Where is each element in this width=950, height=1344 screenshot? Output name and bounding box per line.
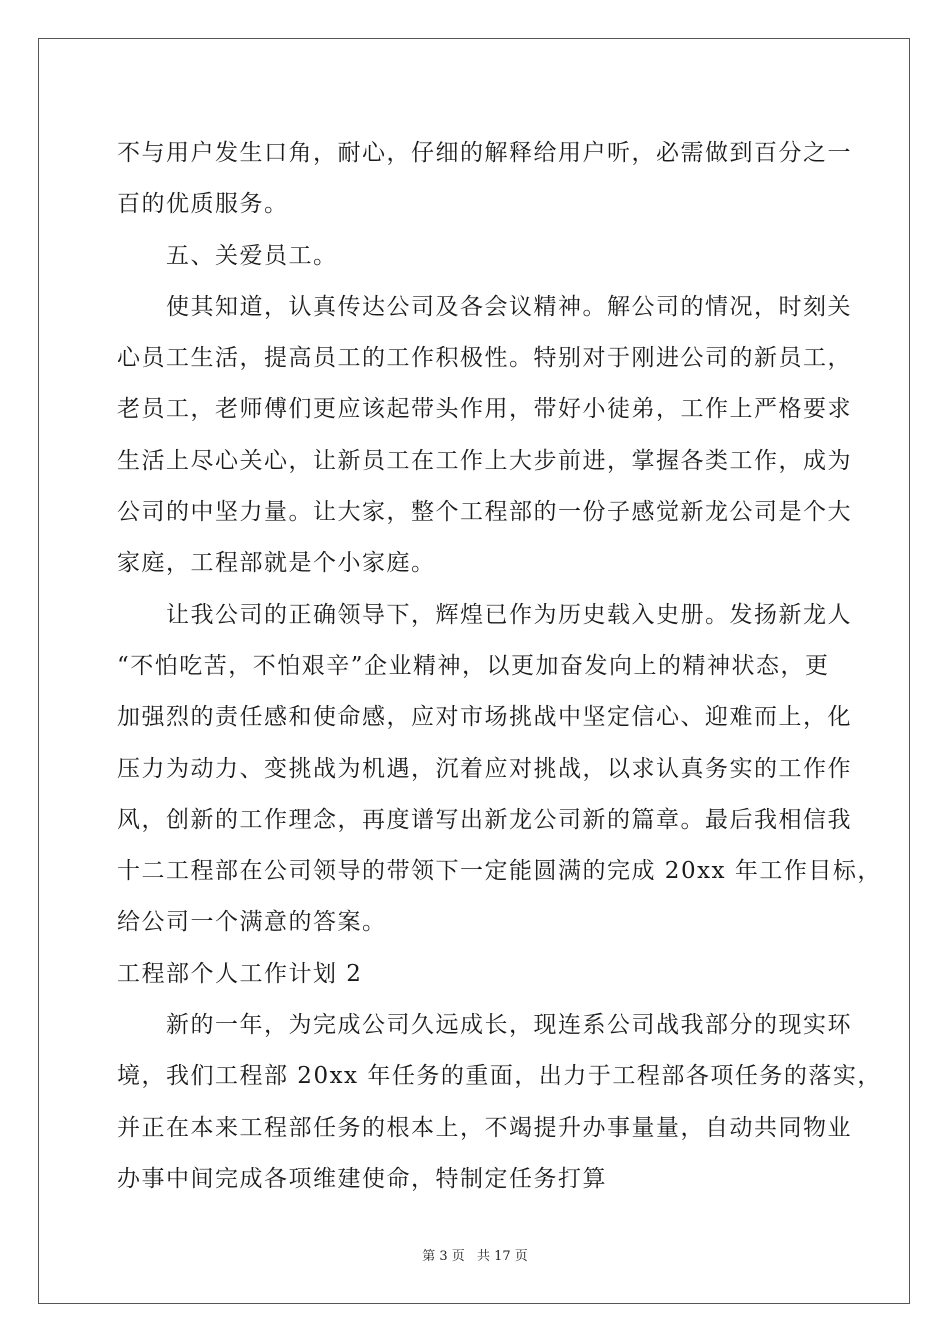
page-number: 第 3 页 — [422, 1249, 465, 1264]
text-line: 心员工生活，提高员工的工作积极性。特别对于刚进公司的新员工， — [117, 345, 852, 372]
text-line: 家庭，工程部就是个小家庭。 — [117, 550, 436, 577]
section-heading: 五、关爱员工。 — [117, 242, 338, 269]
text-line: 百的优质服务。 — [117, 191, 289, 218]
text-line: 老员工，老师傅们更应该起带头作用，带好小徒弟，工作上严格要求 — [117, 396, 852, 423]
text-line: 十二工程部在公司领导的带领下一定能圆满的完成 20xx 年工作目标， — [117, 858, 882, 885]
text-line: 加强烈的责任感和使命感，应对市场挑战中坚定信心、迎难而上，化 — [117, 704, 852, 731]
document-body — [117, 128, 882, 1205]
text-line: 让我公司的正确领导下，辉煌已作为历史载入史册。发扬新龙人 — [117, 601, 852, 628]
text-line: 新的一年，为完成公司久远成长，现连系公司战我部分的现实环 — [117, 1012, 852, 1039]
text-line: 生活上尽心关心，让新员工在工作上大步前进，掌握各类工作，成为 — [117, 447, 852, 474]
page-footer — [0, 1245, 950, 1264]
text-line: 办事中间完成各项维建使命，特制定任务打算 — [117, 1165, 607, 1192]
text-line: 不与用户发生口角，耐心，仔细的解释给用户听，必需做到百分之一 — [117, 140, 852, 166]
text-line: 公司的中坚力量。让大家，整个工程部的一份子感觉新龙公司是个大 — [117, 499, 852, 526]
text-line: 压力为动力、变挑战为机遇，沉着应对挑战，以求认真务实的工作作 — [117, 755, 852, 782]
page-total: 共 17 页 — [476, 1249, 528, 1264]
text-line: 风，创新的工作理念，再度谱写出新龙公司新的篇章。最后我相信我 — [117, 806, 852, 833]
text-line: 并正在本来工程部任务的根本上，不竭提升办事量量，自动共同物业 — [117, 1114, 852, 1141]
text-line: 给公司一个满意的答案。 — [117, 909, 387, 936]
text-line: 境，我们工程部 20xx 年任务的重面，出力于工程部各项任务的落实， — [117, 1063, 882, 1090]
document-title: 工程部个人工作计划 2 — [117, 960, 363, 987]
text-line: 使其知道，认真传达公司及各会议精神。解公司的情况，时刻关 — [117, 293, 852, 320]
text-line: “不怕吃苦，不怕艰辛”企业精神，以更加奋发向上的精神状态，更 — [117, 652, 830, 679]
